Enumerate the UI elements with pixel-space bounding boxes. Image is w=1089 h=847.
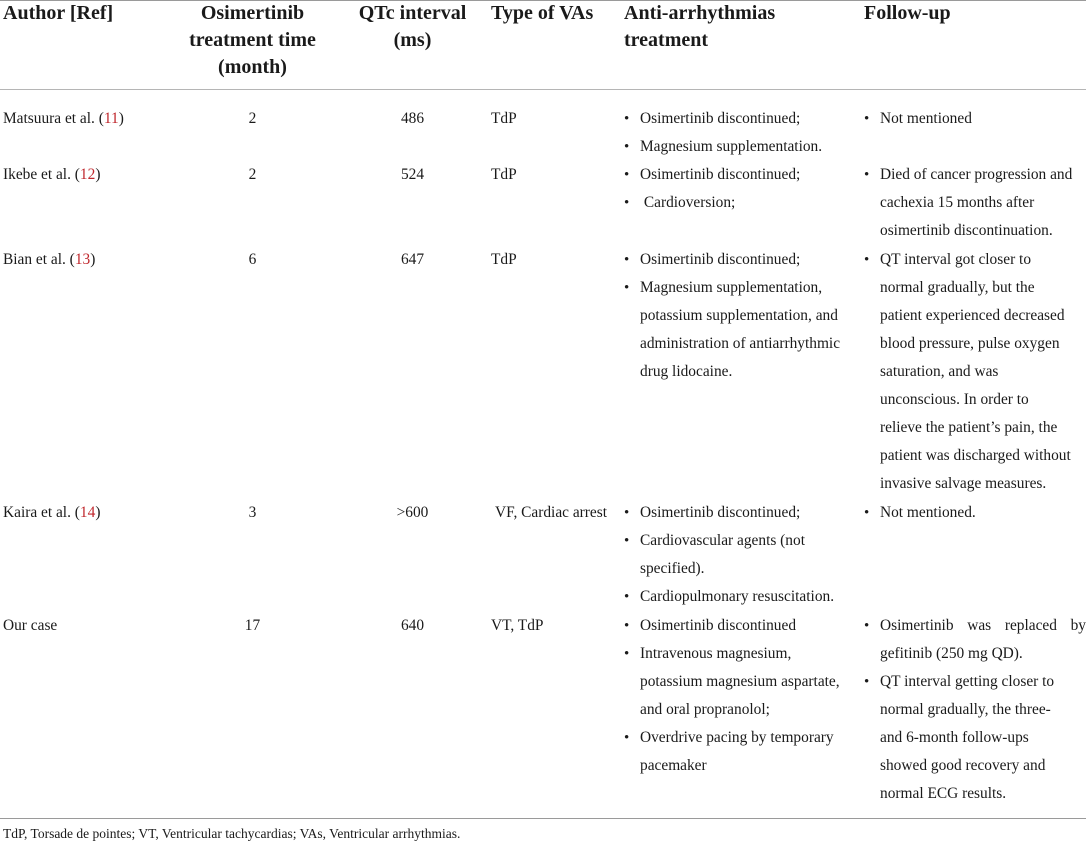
list-item: • Osimertinib discontinued; [624,161,854,189]
row-5-followup-list [864,612,1086,808]
row-2-type: TdP [491,166,517,183]
row-4-followup-list [864,499,1074,527]
list-item: • Cardiopulmonary resuscitation. [624,583,854,611]
row-2-author-text: Ikebe et al. ( [3,166,80,183]
row-4-author [3,499,100,527]
header-author: Author [Ref] [3,2,114,24]
list-item: • Osimertinib discontinued; [624,499,854,527]
list-item: • Overdrive pacing by temporary pacemaker [624,724,856,780]
row-5-type: VT, TdP [491,617,544,634]
list-item: • Intravenous magnesium, potassium magnesium aspartate, and oral propranolol; [624,640,856,724]
row-5-author [3,612,57,640]
row-3-followup-list [864,246,1074,498]
row-2-treatment-list [624,161,854,217]
list-item: • Osimertinib was replaced by gefitinib (250 mg QD). [864,612,1086,668]
row-3-author-text: Bian et al. ( [3,251,75,268]
row-2-author-close: ) [95,166,101,183]
row-5-time: 17 [244,617,261,634]
row-1-author [3,105,124,133]
header-anti-arrhythmias [624,0,854,54]
header-treatment-time-line-1: Osimertinib [200,2,305,24]
row-4-treatment-list [624,499,854,611]
row-1-author-text: Matsuura et al. ( [3,110,104,127]
list-item: • Osimertinib discontinued [624,612,856,640]
row-1-type: TdP [491,110,517,127]
row-2-ref-link[interactable]: 12 [79,166,96,183]
row-3-author-close: ) [90,251,96,268]
header-type-of-vas: Type of VAs [491,2,594,24]
row-5-qtc: 640 [400,617,425,634]
row-1-qtc: 486 [400,110,425,127]
header-treatment-time-line-3: (month) [218,56,287,78]
row-2-followup-list [864,161,1074,245]
list-item: • Cardiovascular agents (not specified). [624,527,854,583]
row-4-author-text: Kaira et al. ( [3,504,80,521]
header-treatment-time [180,0,325,81]
header-follow-up: Follow-up [864,2,951,24]
header-qtc-line-2: (ms) [393,29,432,51]
row-1-treatment-list [624,105,854,161]
row-3-author [3,246,95,274]
table-header-rule [0,89,1086,90]
table-bottom-rule [0,818,1086,819]
row-3-treatment-list [624,246,856,386]
list-item: • Osimertinib discontinued; [624,105,854,133]
row-4-author-close: ) [95,504,101,521]
header-qtc-line-1: QTc interval [358,2,467,24]
list-item: • Magnesium supplementation. [624,133,854,161]
table-footnote: TdP, Torsade de pointes; VT, Ventricular tachycardias; VAs, Ventricular arrhythmias. [3,826,461,841]
row-4-qtc: >600 [396,504,429,521]
list-item: • Osimertinib discontinued; [624,246,856,274]
header-anti-arrhythmias-line-1: Anti-arrhythmias [624,2,776,24]
row-1-ref-link[interactable]: 11 [103,110,119,127]
list-item: • Not mentioned [864,105,1074,133]
header-treatment-time-line-2: treatment time [189,29,316,51]
row-3-type: TdP [491,251,517,268]
row-2-author [3,161,100,189]
row-3-time: 6 [248,251,257,268]
header-anti-arrhythmias-line-2: treatment [624,29,709,51]
row-5-treatment-list [624,612,856,780]
row-4-type: VF, Cardiac arrest [495,504,608,521]
row-4-ref-link[interactable]: 14 [79,504,96,521]
list-item: • Not mentioned. [864,499,1074,527]
row-3-qtc: 647 [400,251,425,268]
list-item: • Magnesium supplementation, potassium supplementation, and administration of antiarrhythmic drug lidocaine. [624,274,856,386]
row-5-author-text: Our case [3,617,58,634]
row-4-time: 3 [248,504,257,521]
list-item: • Died of cancer progression and cachexia 15 months after osimertinib discontinuation. [864,161,1074,245]
row-1-followup-list [864,105,1074,133]
list-item: • QT interval got closer to normal gradually, but the patient experienced decreased blood pressure, pulse oxygen saturation, and was unconscious. In order to relieve the patient’s pain, the patient was discharged without invasive salvage measures. [864,246,1074,498]
row-1-author-close: ) [118,110,124,127]
row-1-time: 2 [248,110,257,127]
list-item: • Cardioversion; [624,189,854,217]
row-2-qtc: 524 [400,166,425,183]
list-item: • QT interval getting closer to normal gradually, the three- and 6-month follow-ups showed good recovery and normal ECG results. [864,668,1056,808]
row-3-ref-link[interactable]: 13 [74,251,91,268]
row-2-time: 2 [248,166,257,183]
header-qtc [345,0,480,54]
